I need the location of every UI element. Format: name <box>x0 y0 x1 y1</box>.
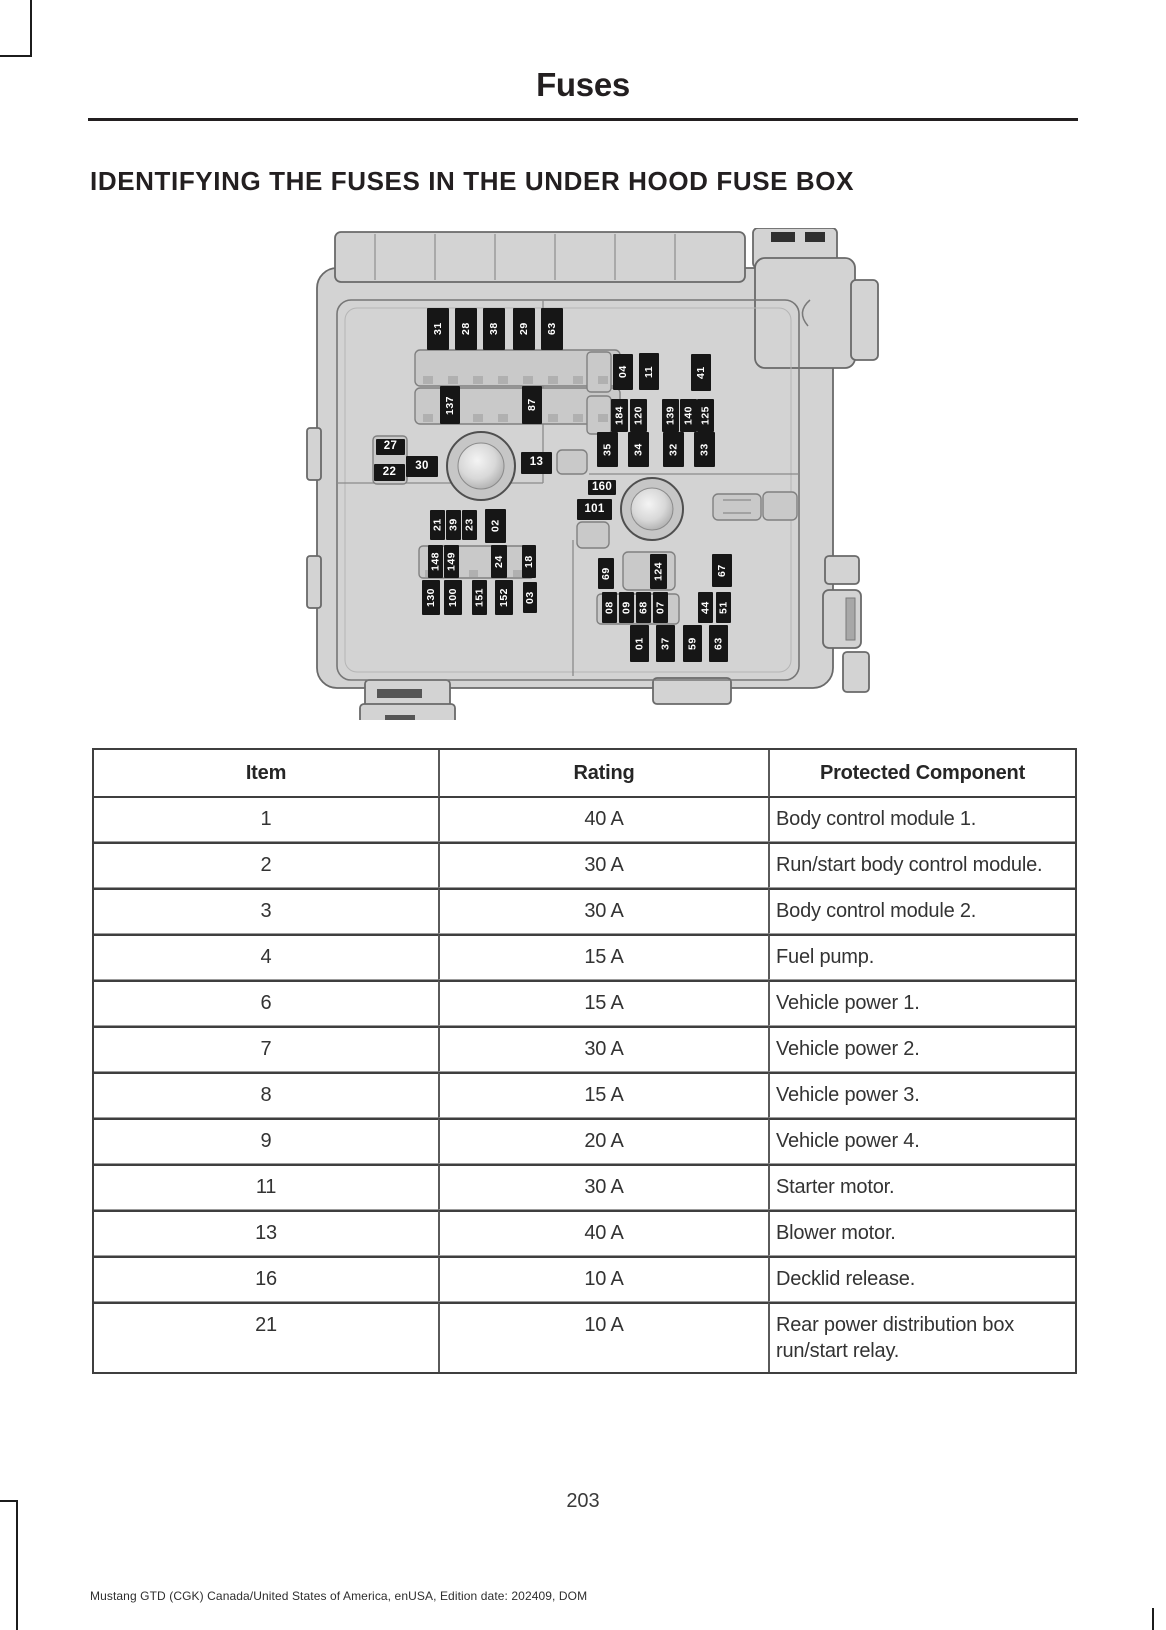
cell-component: Starter motor. <box>768 1164 1075 1210</box>
fuse-label-01: 01 <box>630 625 649 662</box>
fuse-label-31: 31 <box>427 308 449 350</box>
table-row <box>94 842 1075 888</box>
table-row <box>94 1210 1075 1256</box>
cell-item: 13 <box>94 1210 438 1256</box>
table-row <box>94 1072 1075 1118</box>
cell-rating: 15 A <box>438 980 768 1026</box>
cell-rating: 40 A <box>438 1210 768 1256</box>
fuse-label-02: 02 <box>485 509 506 543</box>
cell-rating: 10 A <box>438 1302 768 1372</box>
table-row <box>94 1026 1075 1072</box>
cell-rating: 10 A <box>438 1256 768 1302</box>
table-row <box>94 888 1075 934</box>
fuse-label-07: 07 <box>653 592 668 623</box>
fuse-label-160: 160 <box>588 480 616 495</box>
fuse-label-23: 23 <box>462 510 477 540</box>
cell-item: 7 <box>94 1026 438 1072</box>
table-row <box>94 934 1075 980</box>
fuse-table-header-row <box>94 750 1075 798</box>
fuse-label-37: 37 <box>656 625 675 662</box>
fuse-label-04: 04 <box>613 354 633 390</box>
fuse-label-148: 148 <box>428 545 443 578</box>
section-heading: IDENTIFYING THE FUSES IN THE UNDER HOOD FUSE BOX <box>90 166 855 196</box>
fuse-label-151: 151 <box>472 580 487 615</box>
cell-component: Vehicle power 4. <box>768 1118 1075 1164</box>
fuse-table-body <box>94 798 1075 1372</box>
table-row <box>94 1302 1075 1372</box>
fuse-label-130: 130 <box>422 580 440 615</box>
fuse-label-68: 68 <box>636 592 651 623</box>
fuse-label-28: 28 <box>455 308 477 350</box>
cell-component: Decklid release. <box>768 1256 1075 1302</box>
cell-rating: 15 A <box>438 1072 768 1118</box>
table-row <box>94 1256 1075 1302</box>
cell-rating: 20 A <box>438 1118 768 1164</box>
fuse-label-51: 51 <box>716 592 731 623</box>
fuse-label-184: 184 <box>611 399 628 432</box>
fuse-label-63: 63 <box>709 625 728 662</box>
cell-rating: 40 A <box>438 798 768 842</box>
column-header: Item <box>94 750 438 798</box>
crop-mark-bottom-left-h <box>0 1500 16 1502</box>
fuse-label-39: 39 <box>446 510 461 540</box>
cell-item: 8 <box>94 1072 438 1118</box>
cell-rating: 30 A <box>438 1164 768 1210</box>
fuse-label-18: 18 <box>522 545 536 578</box>
side-tab-slot <box>846 598 855 640</box>
table-row <box>94 798 1075 842</box>
foot-bar-1 <box>377 689 422 698</box>
fuse-label-11: 11 <box>639 353 659 390</box>
cell-component: Rear power distribution box run/start relay. <box>768 1302 1075 1372</box>
fuse-label-59: 59 <box>683 625 702 662</box>
fuse-label-149: 149 <box>444 545 459 578</box>
cell-item: 3 <box>94 888 438 934</box>
fuse-label-38: 38 <box>483 308 505 350</box>
fuse-label-101: 101 <box>577 499 612 520</box>
fuse-label-21: 21 <box>430 510 445 540</box>
fuse-label-30: 30 <box>406 456 438 477</box>
fuse-label-22: 22 <box>374 464 405 481</box>
fuse-label-67: 67 <box>712 554 732 587</box>
column-header: Protected Component <box>768 750 1075 798</box>
fuse-label-139: 139 <box>662 399 679 432</box>
fuse-label-120: 120 <box>630 399 647 432</box>
fuse-label-32: 32 <box>663 432 684 467</box>
cell-rating: 30 A <box>438 888 768 934</box>
cell-item: 9 <box>94 1118 438 1164</box>
cell-component: Vehicle power 2. <box>768 1026 1075 1072</box>
fuse-label-03: 03 <box>523 582 537 613</box>
fuse-label-27: 27 <box>376 439 405 455</box>
fuse-label-87: 87 <box>522 386 542 424</box>
fuse-label-09: 09 <box>619 592 634 623</box>
fuse-label-100: 100 <box>444 580 462 615</box>
cell-component: Run/start body control module. <box>768 842 1075 888</box>
foot-bar-2 <box>385 715 415 720</box>
cell-item: 1 <box>94 798 438 842</box>
cell-rating: 30 A <box>438 1026 768 1072</box>
fuse-label-124: 124 <box>650 554 667 589</box>
fuse-table <box>92 748 1077 1374</box>
fuse-box-diagram <box>305 228 883 720</box>
table-row <box>94 1118 1075 1164</box>
fuse-label-35: 35 <box>597 432 618 467</box>
fuse-label-125: 125 <box>697 399 714 432</box>
cell-component: Vehicle power 3. <box>768 1072 1075 1118</box>
crop-mark-top-left <box>0 0 32 57</box>
column-header: Rating <box>438 750 768 798</box>
fuse-label-34: 34 <box>628 432 649 467</box>
table-row <box>94 980 1075 1026</box>
fuse-label-152: 152 <box>495 580 513 615</box>
fuse-label-29: 29 <box>513 308 535 350</box>
cell-item: 6 <box>94 980 438 1026</box>
fuse-label-44: 44 <box>698 592 713 623</box>
cell-component: Vehicle power 1. <box>768 980 1075 1026</box>
cell-item: 2 <box>94 842 438 888</box>
table-row <box>94 1164 1075 1210</box>
fuse-label-137: 137 <box>440 386 460 424</box>
fuse-label-13: 13 <box>521 452 552 474</box>
fuse-label-63: 63 <box>541 308 563 350</box>
page-number: 203 <box>566 1490 600 1512</box>
fuse-label-41: 41 <box>691 354 711 391</box>
page-title: Fuses <box>536 66 630 103</box>
fuse-label-140: 140 <box>680 399 697 432</box>
cell-component: Body control module 2. <box>768 888 1075 934</box>
title-rule <box>88 118 1078 121</box>
fuse-label-24: 24 <box>491 545 507 578</box>
crop-mark-bottom-right <box>1152 1608 1154 1630</box>
fuse-label-33: 33 <box>694 432 715 467</box>
cell-item: 11 <box>94 1164 438 1210</box>
cell-item: 21 <box>94 1302 438 1372</box>
cell-component: Body control module 1. <box>768 798 1075 842</box>
footer-text: Mustang GTD (CGK) Canada/United States of America, enUSA, Edition date: 202409, DOM <box>90 1589 588 1603</box>
cell-component: Fuel pump. <box>768 934 1075 980</box>
fuse-label-69: 69 <box>598 558 614 589</box>
fuse-label-08: 08 <box>602 592 617 623</box>
cell-item: 4 <box>94 934 438 980</box>
cell-rating: 15 A <box>438 934 768 980</box>
crop-mark-bottom-left-v <box>16 1500 18 1630</box>
cell-item: 16 <box>94 1256 438 1302</box>
cell-rating: 30 A <box>438 842 768 888</box>
cell-component: Blower motor. <box>768 1210 1075 1256</box>
